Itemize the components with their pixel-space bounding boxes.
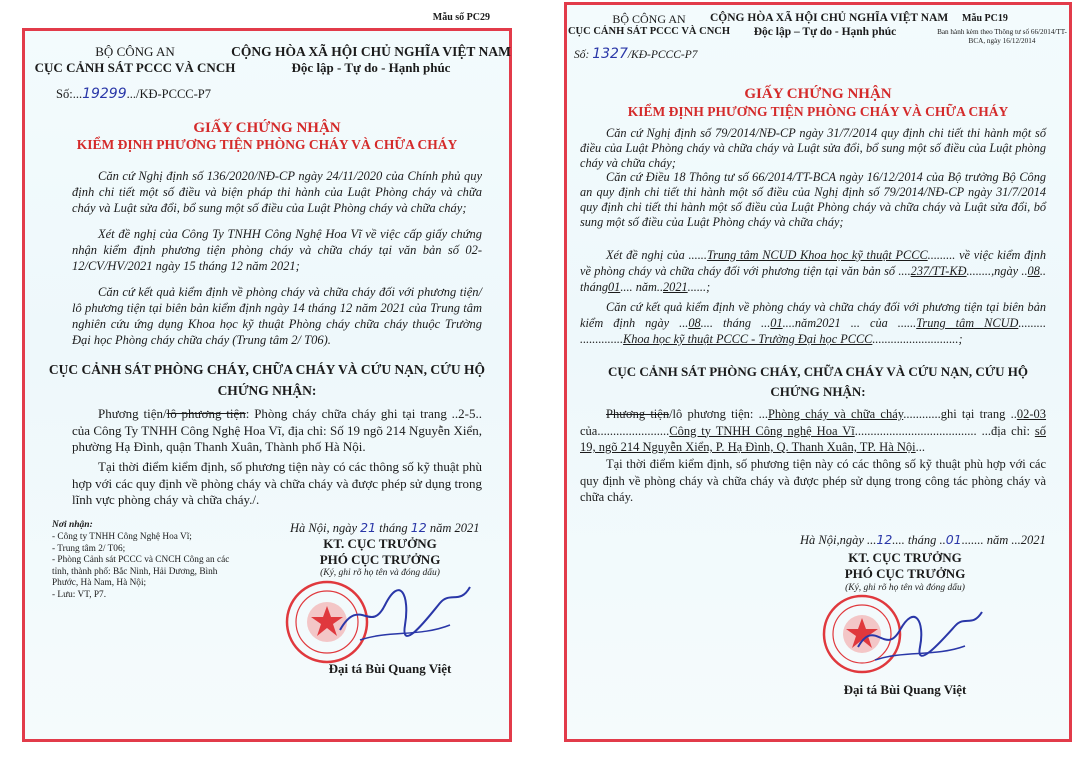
signer-name: Đại tá Bùi Quang Việt — [328, 661, 452, 676]
department-name: CỤC CẢNH SÁT PCCC VÀ CNCH — [34, 60, 236, 75]
certification-statement: Tại thời điểm kiểm định, số phương tiện này có các thông số kỹ thuật phù hợp với các quy định về phòng cháy và chữa cháy và được phép sử dụng trong lĩnh vực phòng cháy và chữa cháy./. — [72, 459, 483, 508]
recipient-item: - Trung tâm 2/ T06; — [52, 543, 126, 554]
signer-role-2: PHÓ CỤC TRƯỞNG — [319, 552, 441, 567]
issuing-authority: CỤC CẢNH SÁT PHÒNG CHÁY, CHỮA CHÁY VÀ CỨU NẠN, CỨU HỘ — [608, 364, 1028, 379]
legal-basis-circular: Căn cứ Điều 18 Thông tư số 66/2014/TT-BCA ngày 16/12/2014 của Bộ trưởng Bộ Công an quy định chi tiết thi hành một số điều của Nghị định số 79/2014/NĐ-CP ngày 31/7/2014 quy định chi tiết thi hành một số điều của Luật Phòng cháy và chữa cháy và Luật sửa đổi, bổ sung một số điều của Luật Phòng cháy và chữa cháy; — [580, 170, 1046, 229]
document-number: Số: 1327/KĐ-PCCC-P7 — [574, 46, 698, 62]
form-number: Mẫu PC19 — [962, 13, 1008, 24]
form-number: Mẫu số PC29 — [432, 12, 490, 23]
certified-item: Phương tiện/lô phương tiện: ...Phòng cháy và chữa cháy............ghi tại trang ..02-03 của.......................Công ty TNHH Công nghệ Hoa Vĩ....................................... ...địa chỉ: số 19, ngõ 214 Nguyễn Xiển, P. Hạ Đình, Q. Thanh Xuân, TP. Hà Nội... — [580, 407, 1047, 454]
recipients-title: Nơi nhận: — [52, 520, 93, 530]
legal-basis-request: Xét đề nghị của ......Trung tâm NCUD Khoa học kỹ thuật PCCC......... về việc kiểm định về phòng cháy và chữa cháy đối với phương tiện tại văn bản số ....237/TT-KĐ........,ngày ..08.. tháng01.... năm..2021......; — [580, 248, 1046, 294]
sign-note: (Ký, ghi rõ họ tên và đóng dấu) — [320, 568, 440, 578]
national-motto: Độc lập - Tự do - Hạnh phúc — [291, 60, 451, 75]
signer-role-2: PHÓ CỤC TRƯỞNG — [844, 566, 966, 581]
certified-item: Phương tiện/lô phương tiện: Phòng cháy chữa cháy ghi tại trang ..2-5.. của Công Ty TNHH Công Nghệ Hoa Vĩ, địa chỉ: Số 19 ngõ 214 Nguyễn Xiển, phường Hạ Đình, quận Thanh Xuân, Thành phố Hà Nội. — [72, 406, 482, 455]
legal-basis-result: Căn cứ kết quả kiểm định về phòng cháy và chữa cháy đối với phương tiện tại biên bản kiểm định ngày ...08.... tháng ...01....năm2021 ... của ......Trung tâm NCUD......... ..............Khoa học kỹ thuật PCCC - Trường Đại học PCCC............................; — [580, 300, 1047, 346]
sign-note: (Ký, ghi rõ họ tên và đóng dấu) — [845, 583, 965, 593]
form-note: Ban hành kèm theo Thông tư số 66/2014/TT-BCA, ngày 16/12/2014 — [937, 28, 1067, 45]
signature-icon — [330, 575, 480, 655]
title-inspection: KIỂM ĐỊNH PHƯƠNG TIỆN PHÒNG CHÁY VÀ CHỮA CHÁY — [76, 137, 458, 152]
recipient-item: - Phòng Cảnh sát PCCC và CNCH Công an các tỉnh, thành phố: Bắc Ninh, Hải Dương, Bình Phước, Hà Nam, Hà Nội; — [52, 555, 230, 589]
legal-basis-request: Xét đề nghị của Công Ty TNHH Công Nghệ Hoa Vĩ về việc cấp giấy chứng nhận kiểm định phương tiện phòng cháy và chữa cháy tại văn bản số 02-12/CV/HV/2021 ngày 15 tháng 12 năm 2021; — [72, 227, 482, 273]
republic-name: CỘNG HÒA XÃ HỘI CHỦ NGHĨA VIỆT NAM — [231, 44, 511, 59]
department-name: CỤC CẢNH SÁT PCCC VÀ CNCH — [567, 26, 731, 37]
signer-role-1: KT. CỤC TRƯỞNG — [323, 536, 437, 551]
legal-basis-decree: Căn cứ Nghị định số 79/2014/NĐ-CP ngày 31/7/2014 quy định chi tiết thi hành một số điều của Luật Phòng cháy và chữa cháy và Luật sửa đổi, bổ sung một số điều của Luật phòng cháy và chữa cháy; — [580, 126, 1046, 170]
national-motto: Độc lập – Tự do - Hạnh phúc — [753, 26, 897, 38]
certification-statement: Tại thời điểm kiểm định, số phương tiện này có các thông số kỹ thuật phù hợp với các quy định về phòng cháy và chữa cháy và được phép sử dụng trong công tác phòng cháy và chữa cháy. — [580, 457, 1046, 504]
certifies-heading: CHỨNG NHẬN: — [770, 384, 866, 399]
certifies-heading: CHỨNG NHẬN: — [217, 383, 317, 398]
signature-icon — [850, 602, 990, 672]
recipient-item: - Lưu: VT, P7. — [52, 590, 107, 601]
issuing-authority: CỤC CẢNH SÁT PHÒNG CHÁY, CHỮA CHÁY VÀ CỨU NẠN, CỨU HỘ — [48, 362, 486, 377]
title-certificate: GIẤY CHỨNG NHẬN — [744, 86, 892, 102]
republic-name: CỘNG HÒA XÃ HỘI CHỦ NGHĨA VIỆT NAM — [710, 12, 949, 24]
signer-name: Đại tá Bùi Quang Việt — [843, 682, 967, 697]
issue-date: Hà Nội, ngày 21 tháng 12 năm 2021 — [290, 520, 480, 535]
document-number: Số:...19299.../KĐ-PCCC-P7 — [56, 86, 212, 102]
ministry-name: BỘ CÔNG AN — [612, 12, 686, 26]
issue-date: Hà Nội,ngày ...12.... tháng ..01....... năm ...2021 — [800, 532, 1046, 547]
signer-role-1: KT. CỤC TRƯỞNG — [848, 550, 962, 565]
certificate-right — [560, 2, 1081, 772]
recipients-list — [52, 532, 242, 602]
title-inspection: KIỂM ĐỊNH PHƯƠNG TIỆN PHÒNG CHÁY VÀ CHỮA CHÁY — [627, 104, 1009, 119]
recipient-item: - Công ty TNHH Công Nghệ Hoa Vĩ; — [52, 532, 192, 542]
legal-basis-decree: Căn cứ Nghị định số 136/2020/NĐ-CP ngày 24/11/2020 của Chính phủ quy định chi tiết một số điều và biện pháp thi hành của Luật Phòng cháy và chữa cháy và Luật sửa đổi, bổ sung một số điều của Luật Phòng cháy và chữa cháy; — [72, 169, 482, 215]
title-certificate: GIẤY CHỨNG NHẬN — [193, 120, 341, 136]
ministry-name: BỘ CÔNG AN — [95, 44, 175, 59]
legal-basis-result: Căn cứ kết quả kiểm định về phòng cháy và chữa cháy đối với phương tiện/ lô phương tiện tại biên bản kiểm định ngày 14 tháng 12 năm 2021 của Trung tâm nghiên cứu ứng dụng Khoa học kỹ thuật Phòng cháy chữa cháy thuộc Trường Đại học Phòng cháy chữa cháy (Trung tâm 2/ T06). — [72, 285, 482, 347]
